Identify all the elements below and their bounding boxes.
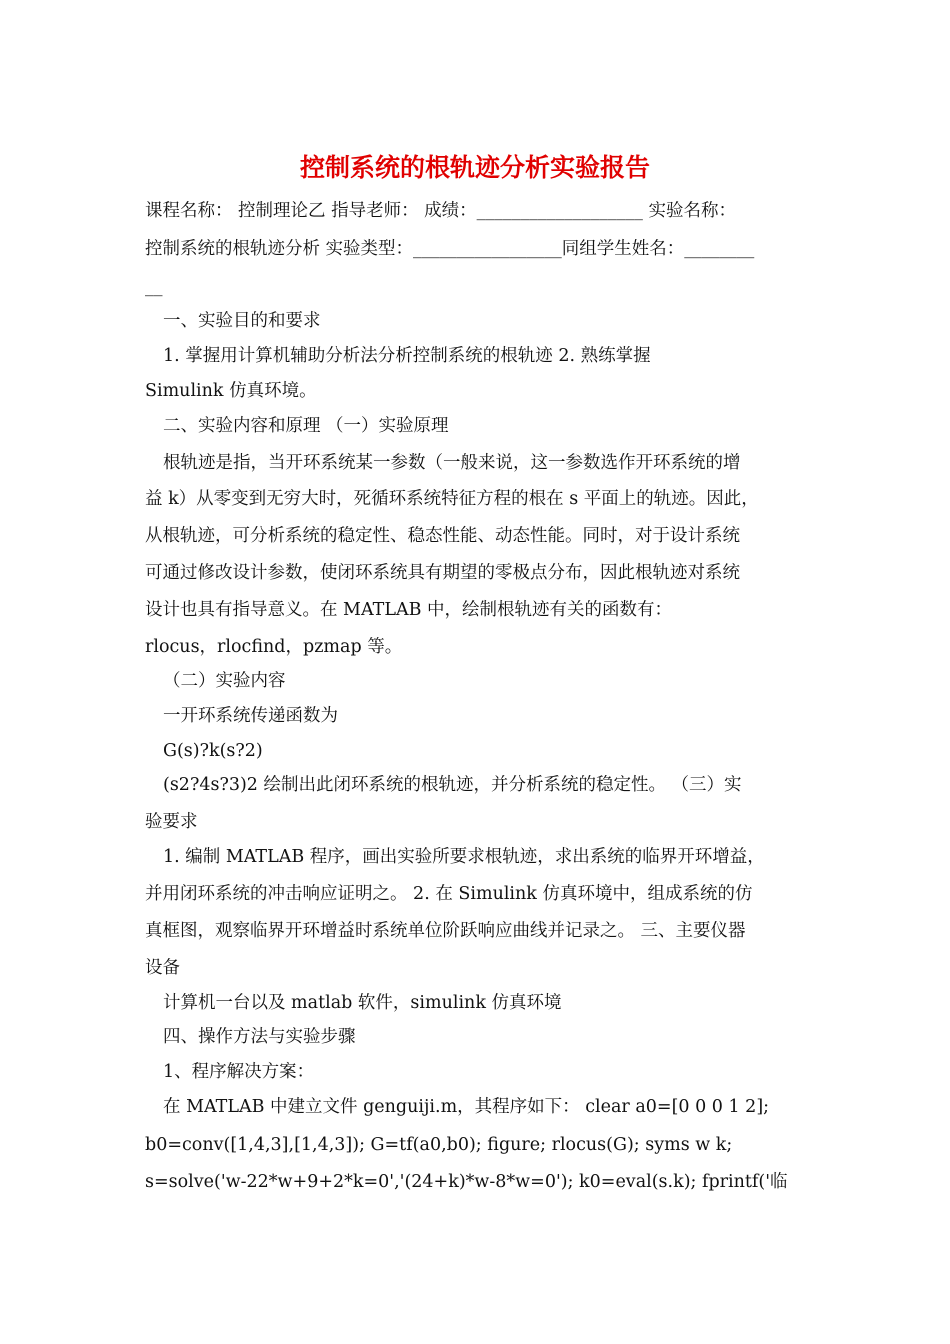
code-line-2: s=solve('w-22*w+9+2*k=0','(24+k)*w-8*w=0'); k0=eval(s.k); fprintf('临 (145, 1172, 788, 1192)
text-line-13: rlocus，rlocfind，pzmap 等。 (145, 637, 403, 657)
section-heading-1: 一、实验目的和要求 (163, 311, 321, 331)
subsection-heading: （二）实验内容 (163, 671, 286, 691)
text-line-10: 从根轨迹，可分析系统的稳定性、稳态性能、动态性能。同时，对于设计系统 (145, 526, 740, 546)
text-line-1: 课程名称： 控制理论乙 指导老师： 成绩：___________________ 实验名称： (145, 201, 736, 221)
text-line-6: Simulink 仿真环境。 (145, 381, 317, 401)
text-line-5: 1. 掌握用计算机辅助分析法分析控制系统的根轨迹 2. 熟练掌握 (163, 346, 651, 366)
text-line-11: 可通过修改设计参数，使闭环系统具有期望的零极点分布，因此根轨迹对系统 (145, 563, 740, 583)
text-line-22: 设备 (145, 958, 180, 978)
text-line-3: __ (145, 277, 163, 297)
text-line-19: 1. 编制 MATLAB 程序，画出实验所要求根轨迹，求出系统的临界开环增益， (163, 847, 765, 867)
text-line-26: 在 MATLAB 中建立文件 genguiji.m，其程序如下： clear a0=[0 0 0 1 2]; (163, 1097, 770, 1117)
section-heading-2: 二、实验内容和原理 （一）实验原理 (163, 416, 449, 436)
text-line-20: 并用闭环系统的冲击响应证明之。 2. 在 Simulink 仿真环境中，组成系统的仿 (145, 884, 753, 904)
text-line-15: 一开环系统传递函数为 (163, 706, 338, 726)
text-line-21: 真框图，观察临界开环增益时系统单位阶跃响应曲线并记录之。 三、主要仪器 (145, 921, 746, 941)
text-line-18: 验要求 (145, 812, 198, 832)
text-line-2: 控制系统的根轨迹分析 实验类型：_________________同组学生姓名：________ (145, 239, 755, 259)
text-line-17: (s2?4s?3)2 绘制出此闭环系统的根轨迹，并分析系统的稳定性。 （三）实 (163, 775, 742, 795)
text-line-8: 根轨迹是指，当开环系统某一参数（一般来说，这一参数选作开环系统的增 (163, 453, 741, 473)
document-title: 控制系统的根轨迹分析实验报告 (299, 153, 650, 182)
text-line-23: 计算机一台以及 matlab 软件，simulink 仿真环境 (163, 993, 562, 1013)
code-line-1: b0=conv([1,4,3],[1,4,3]); G=tf(a0,b0); figure; rlocus(G); syms w k; (145, 1135, 733, 1155)
transfer-function-numerator: G(s)?k(s?2) (163, 741, 263, 761)
section-heading-4: 四、操作方法与实验步骤 (163, 1027, 356, 1047)
text-line-12: 设计也具有指导意义。在 MATLAB 中，绘制根轨迹有关的函数有： (145, 600, 673, 620)
text-line-25: 1、程序解决方案： (163, 1062, 315, 1082)
text-line-9: 益 k）从零变到无穷大时，死循环系统特征方程的根在 s 平面上的轨迹。因此， (145, 489, 759, 509)
